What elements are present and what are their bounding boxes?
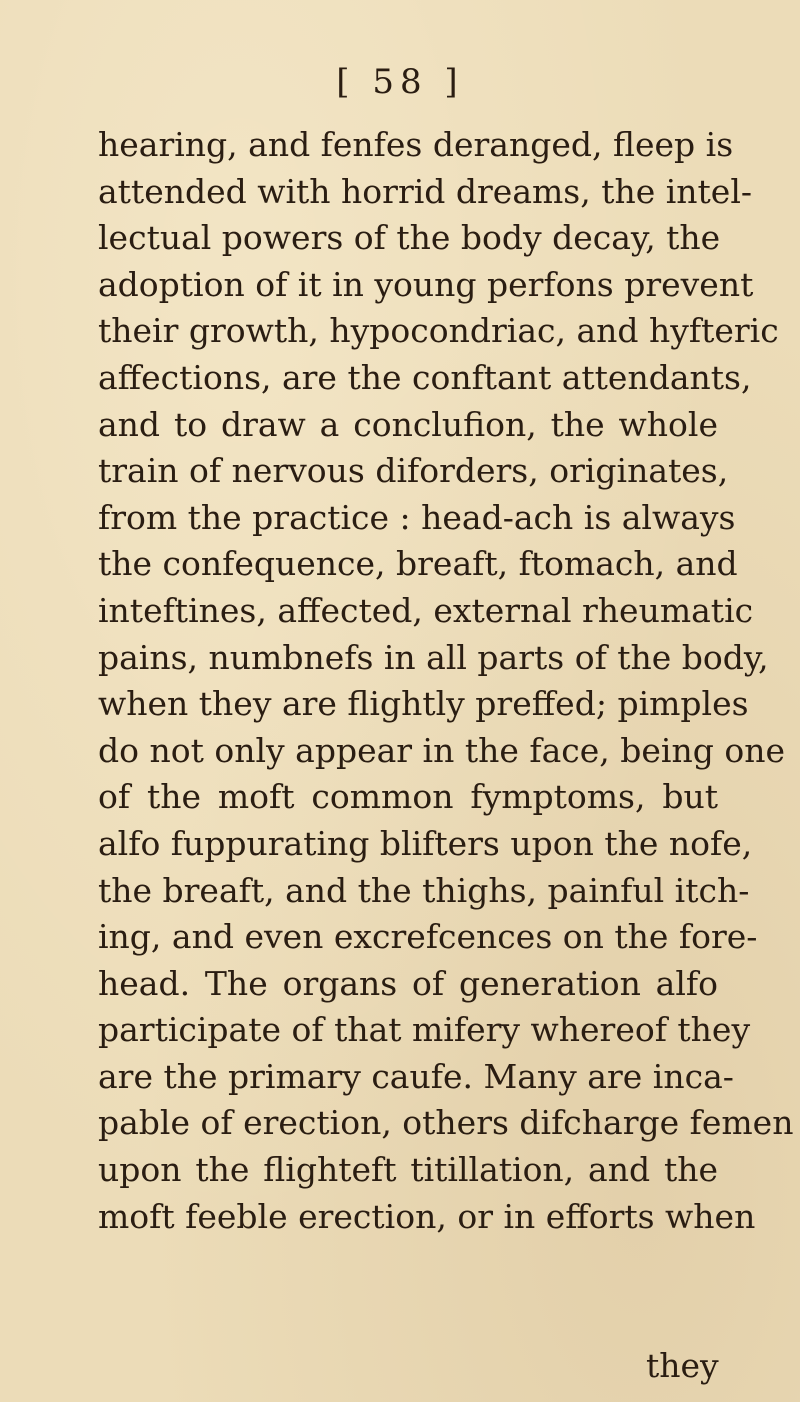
text-line-12: pains, numbnefs in all parts of the body, [98,637,769,677]
text-line-15: of the moft common fymptoms, but [98,777,718,817]
text-line-6: affections, are the conftant attendants, [98,357,752,397]
text-line-11: inteftines, affected, external rheumatic [98,590,754,630]
body-text [98,122,794,1240]
text-line-5: their growth, hypocondriac, and hyfteric [98,311,779,351]
text-line-23: upon the flighteft titillation, and the [98,1150,718,1190]
text-line-16: alfo fuppurating blifters upon the nofe, [98,823,753,863]
text-line-10: the confequence, breaft, ftomach, and [98,544,738,584]
text-line-1: hearing, and fenfes deranged, fleep is [98,125,734,164]
text-line-13: when they are flightly preffed; pimples [98,684,749,724]
text-line-7: and to draw a conclufion, the whole [98,404,718,444]
text-line-4: adoption of it in young perfons prevent [98,264,754,304]
page-number: [ 58 ] [336,62,464,102]
text-line-9: from the practice : head-ach is always [98,497,736,537]
text-line-20: participate of that mifery whereof they [98,1010,751,1050]
text-line-14: do not only appear in the face, being one [98,730,785,770]
text-line-3: lectual powers of the body decay, the [98,218,721,258]
text-line-2: attended with horrid dreams, the intel- [98,171,753,211]
text-line-24: moft feeble erection, or in efforts when [98,1196,756,1236]
text-line-22: pable of erection, others difcharge femen [98,1103,794,1143]
text-line-21: are the primary caufe. Many are inca- [98,1056,734,1096]
text-line-8: train of nervous diforders, originates, [98,451,729,491]
text-line-17: the breaft, and the thighs, painful itch- [98,870,750,910]
text-line-19: head. The organs of generation alfo [98,963,718,1003]
catchword: they [646,1346,719,1385]
text-line-18: ing, and even excrefcences on the fore- [98,917,758,957]
